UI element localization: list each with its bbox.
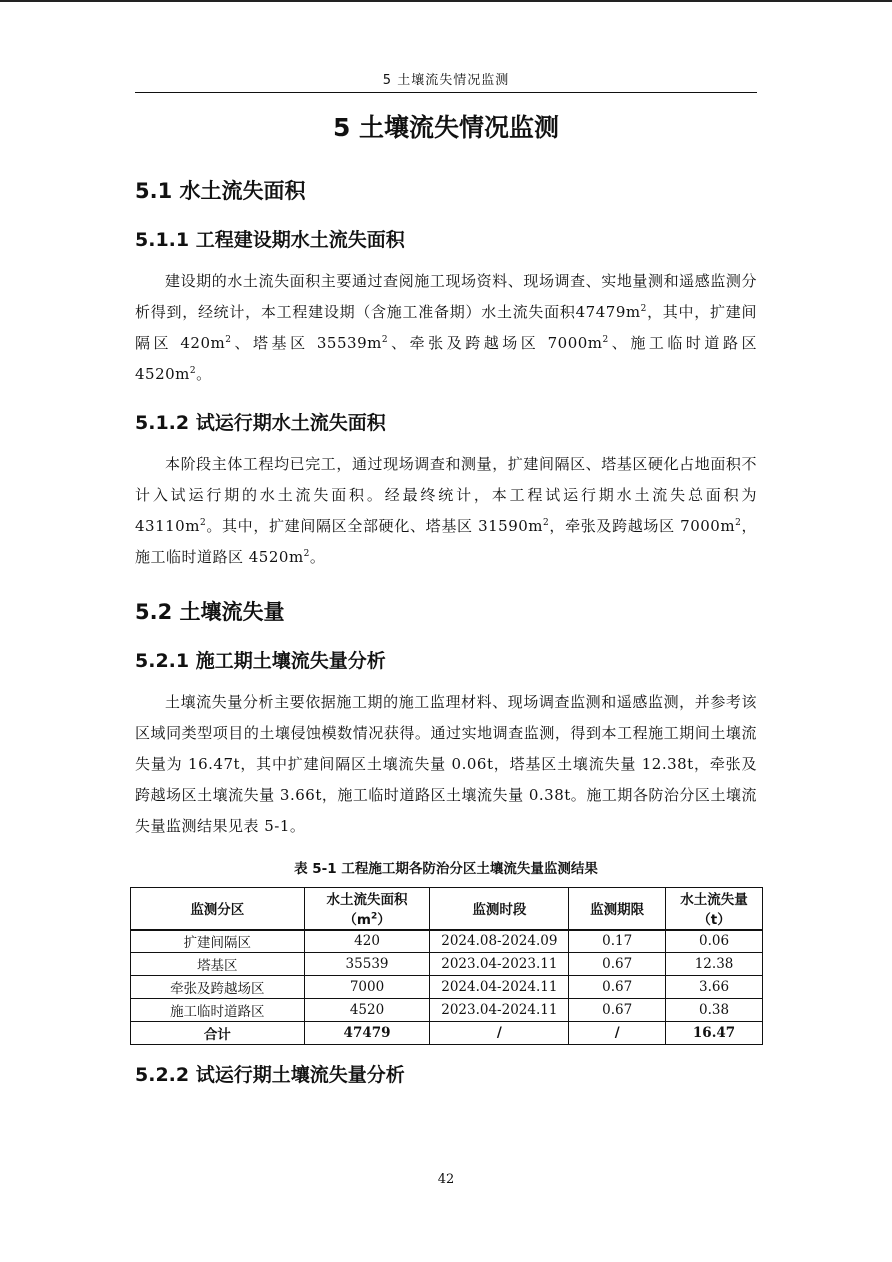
superscript: 2 (640, 304, 647, 314)
superscript: 2 (370, 911, 378, 922)
header-loss-label: 水土流失量 (680, 892, 748, 909)
header-zone: 监测分区 (131, 888, 305, 930)
header-area (304, 888, 430, 930)
text: ，其中，扩建间隔区 420m (135, 303, 757, 352)
superscript: 2 (543, 518, 550, 528)
table-row (131, 930, 763, 953)
superscript: 2 (735, 518, 742, 528)
table-cell: 420 (304, 930, 430, 953)
text: 建设期的水土流失面积主要通过查阅施工现场资料、现场调查、实地量测和遥感监测分析得到，经统计，本工程建设期（含施工准备期）水土流失面积47479m (135, 272, 757, 321)
table-cell: 0.38 (666, 999, 763, 1022)
header-loss (666, 888, 763, 930)
table-cell: 16.47 (666, 1022, 763, 1045)
table-cell: 4520 (304, 999, 430, 1022)
text: 、牵张及跨越场区 7000m (388, 334, 603, 352)
superscript: 2 (602, 335, 609, 345)
superscript: 2 (381, 335, 389, 345)
paragraph-soil-loss: 土壤流失量分析主要依据施工期的施工监理材料、现场调查监测和遥感监测，并参考该区域同类型项目的土壤侵蚀模数情况获得。通过实地调查监测，得到本工程施工期间土壤流失量为 16.47t，其中扩建间隔区土壤流失量 0.06t，塔基区土壤流失量 12.38t，牵张及跨越场区土壤流失量 3.66t，施工临时道路区土壤流失量 0.38t。施工期各防治分区土壤流失量监测结果见表 5-1。 (135, 693, 757, 835)
section-heading-5-1-1: 5.1.1 工程建设期水土流失面积 (135, 229, 405, 251)
table-cell: 0.67 (569, 976, 666, 999)
table-cell: 3.66 (666, 976, 763, 999)
section-heading-5-2: 5.2 土壤流失量 (135, 600, 285, 624)
table-header-row (131, 888, 763, 930)
table-cell: 2024.08-2024.09 (430, 930, 569, 953)
header-period: 监测时段 (430, 888, 569, 930)
table-cell: 0.67 (569, 999, 666, 1022)
superscript: 2 (225, 335, 232, 345)
paragraph-trial-area (135, 449, 757, 573)
table-cell: 合计 (131, 1022, 305, 1045)
text: ，牵张及跨越场区 7000m (549, 517, 736, 535)
section-heading-5-1: 5.1 水土流失面积 (135, 179, 306, 203)
page-content (135, 104, 757, 1093)
superscript: 2 (303, 549, 310, 559)
header-duration: 监测期限 (569, 888, 666, 930)
header-loss-unit: （t） (697, 912, 731, 929)
section-heading-5-2-2: 5.2.2 试运行期土壤流失量分析 (135, 1064, 405, 1086)
table-cell: 7000 (304, 976, 430, 999)
table-cell: 2023.04-2024.11 (430, 999, 569, 1022)
table-cell: 扩建间隔区 (131, 930, 305, 953)
text: 。 (196, 365, 212, 383)
text: ） (377, 912, 391, 929)
running-header: 5 土壤流失情况监测 (135, 72, 757, 93)
table-cell: 35539 (304, 953, 430, 976)
table-cell: / (430, 1022, 569, 1045)
text: 、施工临时道路区 4520m (135, 334, 757, 383)
table-cell: 0.17 (569, 930, 666, 953)
table-row (131, 976, 763, 999)
table-cell: 2024.04-2024.11 (430, 976, 569, 999)
chapter-title: 5 土壤流失情况监测 (332, 113, 560, 142)
table-cell: 2023.04-2023.11 (430, 953, 569, 976)
soil-loss-table (130, 887, 763, 1045)
table-cell: 47479 (304, 1022, 430, 1045)
table-caption: 表 5-1 工程施工期各防治分区土壤流失量监测结果 (294, 861, 598, 877)
text: 。其中，扩建间隔区全部硬化、塔基区 31590m (206, 517, 544, 535)
superscript: 2 (199, 518, 207, 528)
page-top-border (0, 0, 892, 2)
table-cell: 0.06 (666, 930, 763, 953)
header-area-unit (305, 908, 430, 928)
page-number: 42 (437, 1172, 455, 1187)
text: （m (343, 912, 371, 929)
text: 、塔基区 35539m (231, 334, 382, 352)
section-heading-5-1-2: 5.1.2 试运行期水土流失面积 (135, 412, 386, 434)
text: ，施工临时道路区 4520m (135, 517, 757, 566)
table-cell: 0.67 (569, 953, 666, 976)
section-heading-5-2-1: 5.2.1 施工期土壤流失量分析 (135, 650, 386, 672)
table-cell: 塔基区 (131, 953, 305, 976)
table-total-row (131, 1022, 763, 1045)
text: 本阶段主体工程均已完工，通过现场调查和测量，扩建间隔区、塔基区硬化占地面积不计入试运行期的水土流失面积。经最终统计，本工程试运行期水土流失总面积为 43110m (135, 455, 757, 535)
table-cell: 牵张及跨越场区 (131, 976, 305, 999)
table-cell: / (569, 1022, 666, 1045)
paragraph-construction-area (135, 266, 757, 390)
superscript: 2 (189, 366, 197, 376)
table-row (131, 953, 763, 976)
table-cell: 12.38 (666, 953, 763, 976)
table-cell: 施工临时道路区 (131, 999, 305, 1022)
table-row (131, 999, 763, 1022)
header-area-label: 水土流失面积 (326, 892, 408, 909)
text: 。 (309, 548, 326, 566)
